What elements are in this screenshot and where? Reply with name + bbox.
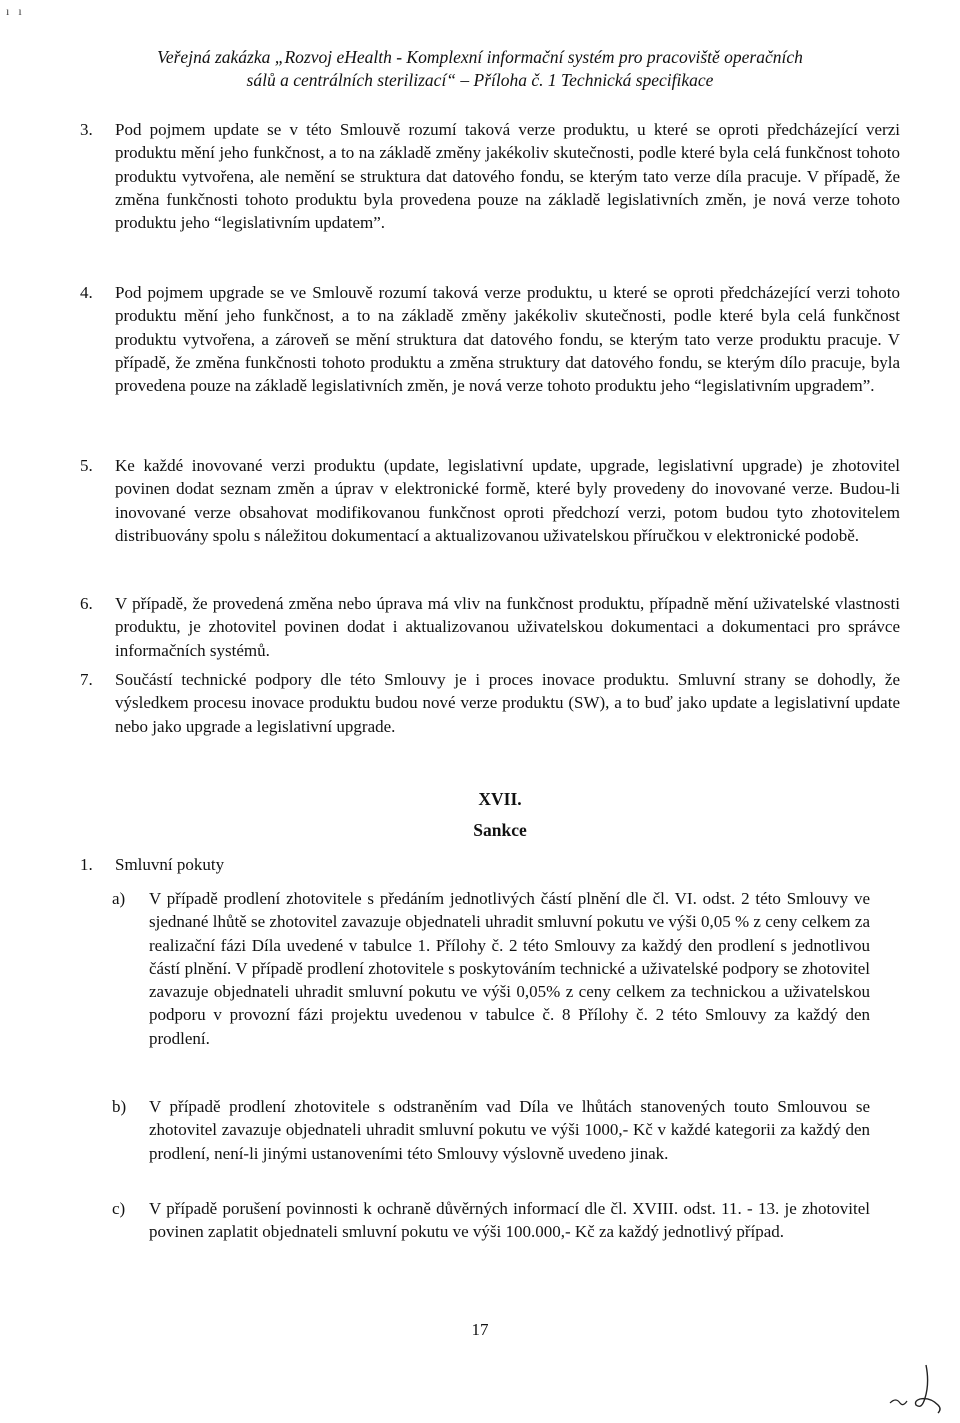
handwritten-initials-icon — [882, 1359, 952, 1419]
sub-item-label: c) — [112, 1199, 126, 1218]
list-item — [80, 454, 900, 547]
section-number: XVII. — [478, 789, 522, 809]
subsection-title: Smluvní pokuty — [115, 855, 225, 874]
item-text: Součástí technické podpory dle této Smlouvy je i proces inovace produktu. Smluvní strany se dohodly, že výsledkem procesu inovace produktu budou nové verze produktu (SW), a to buď jako update a legislativní update nebo jako upgrade a legislativní upgrade. — [115, 670, 900, 736]
sub-item-label: b) — [112, 1097, 127, 1116]
header-line-1: Veřejná zakázka „Rozvoj eHealth - Komplexní informační systém pro pracoviště operačních — [157, 47, 803, 67]
list-item — [80, 281, 900, 397]
sub-item-text: V případě prodlení zhotovitele s odstraněním vad Díla ve lhůtách stanovených touto Smlouvou se zhotovitel zavazuje objednateli uhradit smluvní pokutu ve výši 1000,- Kč v každé kategorii za každý den prodlení, není-li jinými ustanoveními této Smlouvy výslovně uvedeno jinak. — [149, 1097, 870, 1163]
list-item — [80, 118, 900, 234]
item-number: 7. — [80, 670, 93, 689]
item-number: 3. — [80, 120, 93, 139]
item-text: Pod pojmem update se v této Smlouvě rozumí taková verze produktu, u které se oproti předcházející verzi produktu mění jeho funkčnost, a to na základě změny jakékoliv skutečnosti, podle které byla celá funkčnost tohoto produktu vytvořena, ale nemění se struktura dat datového fondu, se kterým tato verze díla pracuje. V případě, že změna funkčnosti tohoto produktu byla provedena pouze na základě legislativních změn, je nová verze tohoto produktu jeho “legislativním updatem”. — [115, 120, 900, 233]
item-text: V případě, že provedená změna nebo úprava má vliv na funkčnost produktu, případně mění uživatelské vlastnosti produktu, je zhotovitel povinen dodat i aktualizovanou uživatelskou dokumentaci a dokumentaci pro správce informačních systémů. — [115, 594, 900, 660]
list-item — [80, 668, 900, 738]
scan-mark-icon: ı ı — [6, 4, 22, 18]
sub-item — [112, 1095, 870, 1165]
subsection-number: 1. — [80, 855, 93, 874]
sub-item — [112, 887, 870, 1050]
item-text: Pod pojmem upgrade se ve Smlouvě rozumí taková verze produktu, u které se oproti předcházející verzi tohoto produktu mění jeho funkčnost, a to na základě změny jakékoliv skutečnosti, podle které byla celá funkčnost produktu vytvořena, a zároveň se mění struktura dat datového fondu, se kterým tato verze produktu pracuje. V případě, že změna funkčnosti tohoto produktu a změna struktury dat datového fondu, se kterým dílo pracuje, byla provedena pouze na základě legislativních změn, je nová verze tohoto produktu jeho “legislativním upgradem”. — [115, 283, 900, 396]
item-number: 5. — [80, 456, 93, 475]
header-line-2: sálů a centrálních sterilizací“ – Příloha č. 1 Technická specifikace — [246, 70, 714, 90]
sub-item — [112, 1197, 870, 1244]
item-number: 6. — [80, 594, 93, 613]
sub-item-label: a) — [112, 889, 126, 908]
sub-item-text: V případě prodlení zhotovitele s předáním jednotlivých částí plnění dle čl. VI. odst. 2 této Smlouvy ve sjednané lhůtě se zhotovitel zavazuje objednateli uhradit smluvní pokutu ve výši 0,05 % z ceny celkem za realizační fázi Díla uvedené v tabulce 1. Přílohy č. 2 této Smlouvy za každý den prodlení s jednotlivou částí plnění. V případě prodlení zhotovitele s poskytováním technické a uživatelské podpory se zhotovitel zavazuje objednateli uhradit smluvní pokutu ve výši 0,05% z ceny celkem za technickou a uživatelskou podporu v provozní fázi projektu uvedenou v tabulce č. 8 Přílohy č. 2 této Smlouvy za každý den prodlení. — [149, 889, 870, 1048]
page-number: 17 — [471, 1320, 489, 1339]
item-text: Ke každé inovované verzi produktu (update, legislativní update, upgrade, legislativní upgrade) je zhotovitel povinen dodat seznam změn a úprav v elektronické formě, které byly provedeny do inovované verze. Budou-li inovované verze obsahovat modifikovanou funkčnost oproti předchozí verzi, potom budou tyto zhotovitelem distribuovány spolu s náležitou dokumentací a aktualizovanou uživatelskou příručkou v elektronické podobě. — [115, 456, 900, 545]
list-item — [80, 592, 900, 662]
item-number: 4. — [80, 283, 93, 302]
sub-item-text: V případě porušení povinnosti k ochraně důvěrných informací dle čl. XVIII. odst. 11. - 13. je zhotovitel povinen zaplatit objednateli smluvní pokutu ve výši 100.000,- Kč za každý jednotlivý případ. — [149, 1199, 870, 1242]
section-title: Sankce — [473, 820, 527, 840]
document-header — [60, 46, 900, 92]
